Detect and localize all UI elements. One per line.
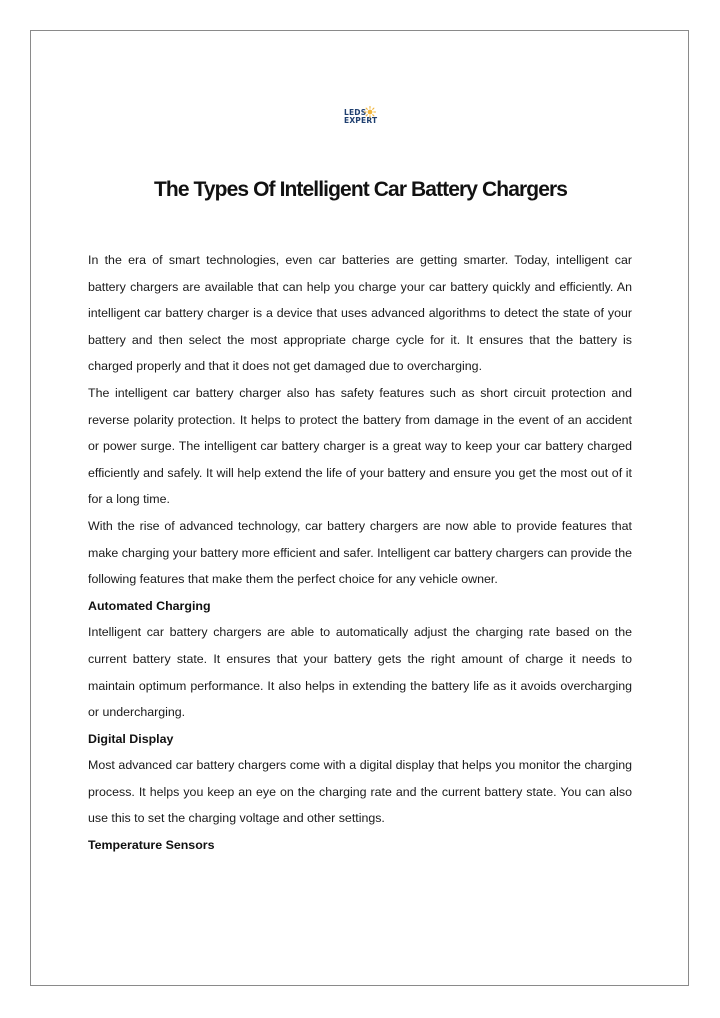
brand-logo	[344, 106, 378, 130]
logo-line-1: LEDS	[344, 108, 367, 117]
document-title: The Types Of Intelligent Car Battery Chargers	[153, 178, 568, 201]
section-body-automated-charging: Intelligent car battery chargers are able to automatically adjust the charging rate based on the current battery state. It ensures that your battery gets the right amount of charge it needs to maintain optimum performance. It also helps in extending the battery life as it avoids overcharging or undercharging.	[88, 625, 632, 720]
document-page	[30, 30, 689, 986]
paragraph-intro: In the era of smart technologies, even car batteries are getting smarter. Today, intelligent car battery chargers are available that can help you charge your car battery quickly and efficiently. An intelligent car battery charger is a device that uses advanced algorithms to detect the state of your battery and then select the most appropriate charge cycle for it. It ensures that the battery is charged properly and that it does not get damaged due to overcharging.	[88, 253, 632, 374]
logo-line-2: EXPERT	[344, 116, 378, 125]
section-heading-temperature-sensors: Temperature Sensors	[88, 838, 215, 853]
document-body	[88, 247, 632, 859]
section-body-digital-display: Most advanced car battery chargers come with a digital display that helps you monitor the charging process. It helps you keep an eye on the charging rate and the current battery state. You can also use this to set the charging voltage and other settings.	[88, 758, 632, 826]
paragraph-safety: The intelligent car battery charger also has safety features such as short circuit protection and reverse polarity protection. It helps to protect the battery from damage in the event of an accident or power surge. The intelligent car battery charger is a great way to keep your car battery charged efficiently and safely. It will help extend the life of your battery and ensure you get the most out of it for a long time.	[88, 385, 632, 507]
sun-icon	[364, 106, 376, 118]
section-heading-automated-charging: Automated Charging	[88, 598, 211, 613]
paragraph-features: With the rise of advanced technology, car battery chargers are now able to provide features that make charging your battery more efficient and safer. Intelligent car battery chargers can provide the following features that make them the perfect choice for any vehicle owner.	[88, 518, 632, 587]
section-heading-digital-display: Digital Display	[88, 731, 174, 746]
